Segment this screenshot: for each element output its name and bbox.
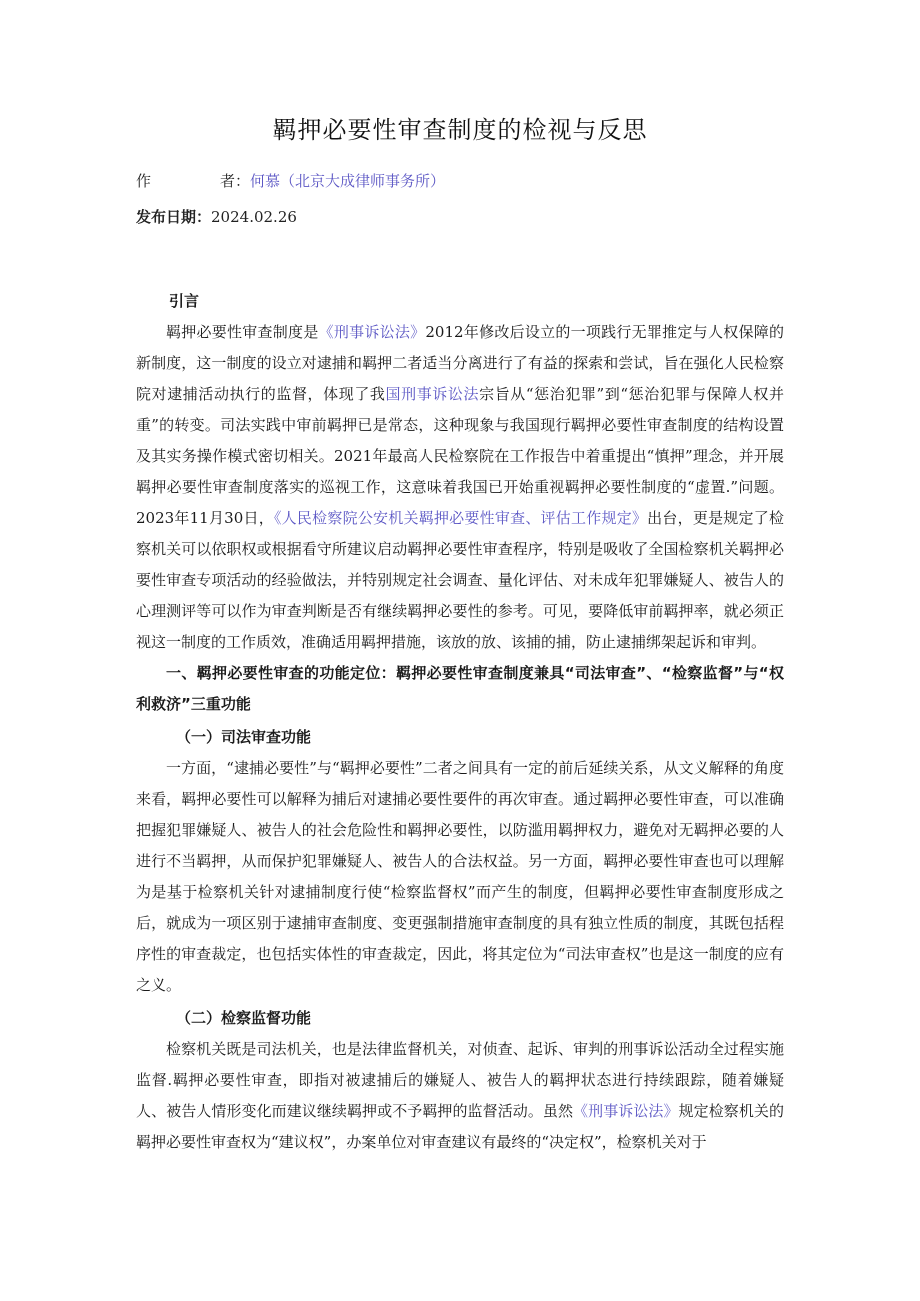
sub2-text-2: 规定检察机关的羁押必要性审查权为“建议权”，办案单位对审查建议有最终的“决定权”，检察机关对于: [136, 1102, 784, 1151]
section-1-heading: 一、羁押必要性审查的功能定位：羁押必要性审查制度兼具“司法审查”、“检察监督”与“权利救济”三重功能: [136, 664, 784, 713]
sub2-text-1: 检察机关既是司法机关，也是法律监督机关，对侦查、起诉、审判的刑事诉讼活动全过程实施监督.羁押必要性审查，即指对被逮捕后的嫌疑人、被告人的羁押状态进行持续跟踪，随着嫌疑人、被告人情形变化而建议继续羁押或不予羁押的监督活动。虽然: [136, 1040, 784, 1120]
intro-text-3: 宗旨从“惩治犯罪”到“惩治犯罪与保障人权并重”的转变。司法实践中审前羁押已是常态，这种现象与我国现行羁押必要性审查制度的结构设置及其实务操作模式密切相关。2021年最高人民检察院在工作报告中着重提出“慎押”理念，并开展羁押必要性审查制度落实的巡视工作，这意味着我国已开始重视羁押必要性制度的“虚置.”问题。2023年11月30日，: [136, 385, 784, 527]
author-label: [136, 170, 220, 191]
national-criminal-procedure-law-link[interactable]: 国刑事诉讼法: [385, 385, 480, 403]
subsection-1-paragraph: 一方面，“逮捕必要性”与“羁押必要性”二者之间具有一定的前后延续关系，从文义解释的角度来看，羁押必要性可以解释为捕后对逮捕必要性要件的再次审查。通过羁押必要性审查，可以准确把握犯罪嫌疑人、被告人的社会危险性和羁押必要性，以防滥用羁押权力，避免对无羁押必要的人进行不当羁押，从而保护犯罪嫌疑人、被告人的合法权益。另一方面，羁押必要性审查也可以理解为是基于检察机关针对逮捕制度行使“检察监督权”而产生的制度，但羁押必要性审查制度形成之后，就成为一项区别于逮捕审查制度、变更强制措施审查制度的具有独立性质的制度，其既包括程序性的审查裁定，也包括实体性的审查裁定，因此，将其定位为“司法审查权”也是这一制度的应有之义。: [136, 759, 784, 994]
subsection-2-heading: （二）检察监督功能: [176, 1009, 312, 1027]
date-label: 发布日期：: [136, 208, 212, 226]
date-value: 2024.02.26: [211, 208, 297, 226]
detention-review-regulation-link[interactable]: 《人民检察院公安机关羁押必要性审查、评估工作规定》: [273, 509, 648, 527]
intro-text-1: 羁押必要性审查制度是: [166, 323, 319, 341]
author-label-last: 者：: [220, 172, 251, 190]
author-name-link[interactable]: 何慕（北京大成律师事务所）: [250, 172, 446, 190]
date-line: [136, 206, 297, 227]
subsection-2-paragraph: [136, 1034, 784, 1158]
intro-heading: 引言: [169, 292, 200, 310]
document-title: 羁押必要性审查制度的检视与反思: [272, 116, 648, 144]
criminal-procedure-law-link[interactable]: 《刑事诉讼法》: [318, 323, 426, 341]
intro-text-2: 2012年修改后设立的一项践行无罪推定与人权保障的新制度，这一制度的设立对逮捕和羁押二者适当分离进行了有益的探索和尝试，旨在强化人民检察院对逮捕活动执行的监督，体现了我: [136, 323, 784, 403]
author-label-first: 作: [136, 172, 152, 190]
author-line: [136, 170, 445, 191]
intro-text-4: 出台，更是规定了检察机关可以依职权或根据看守所建议启动羁押必要性审查程序，特别是吸收了全国检察机关羁押必要性审查专项活动的经验做法，并特别规定社会调查、量化评估、对未成年犯罪嫌疑人、被告人的心理测评等可以作为审查判断是否有继续羁押必要性的参考。可见，要降低审前羁押率，就必须正视这一制度的工作质效，准确适用羁押措施，该放的放、该捕的捕，防止逮捕绑架起诉和审判。: [136, 509, 784, 651]
intro-paragraph: [136, 317, 784, 658]
criminal-procedure-law-link-2[interactable]: 《刑事诉讼法》: [573, 1102, 679, 1120]
subsection-1-heading: （一）司法审查功能: [176, 728, 312, 746]
article-body: [136, 286, 784, 1158]
